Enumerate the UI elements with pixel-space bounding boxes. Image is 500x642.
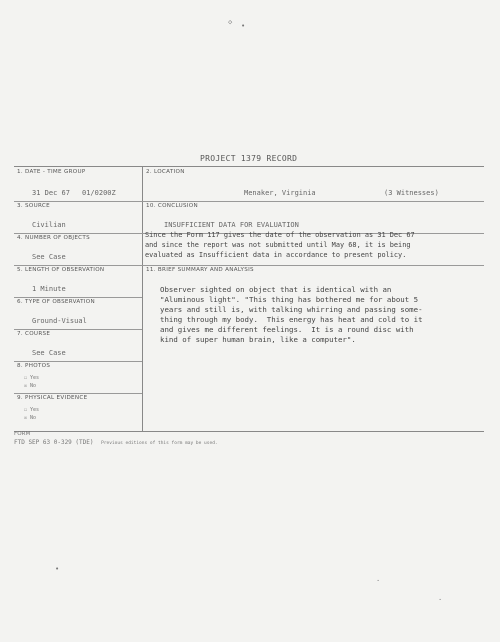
type-label: 6. TYPE OF OBSERVATION xyxy=(17,299,95,305)
conclusion-label: 10. CONCLUSION xyxy=(146,203,198,209)
objects-label: 4. NUMBER OF OBJECTS xyxy=(17,235,90,241)
date-time-label: 1. DATE - TIME GROUP xyxy=(17,169,86,175)
length-label: 5. LENGTH OF OBSERVATION xyxy=(17,267,105,273)
length-value: 1 Minute xyxy=(32,285,66,293)
conclusion-value: INSUFFICIENT DATA FOR EVALUATION xyxy=(164,221,299,229)
form-note: Previous editions of this form may be used. xyxy=(101,441,218,446)
witnesses-value: (3 Witnesses) xyxy=(384,189,439,197)
summary-line: and gives me different feelings. It is a round disc with xyxy=(160,325,414,334)
row-divider xyxy=(14,393,142,394)
evidence-label: 9. PHYSICAL EVIDENCE xyxy=(17,395,88,401)
row-divider xyxy=(14,361,142,362)
conclusion-line: and since the report was not submitted until May 68, it is being xyxy=(145,241,411,249)
source-label: 3. SOURCE xyxy=(17,203,50,209)
summary-line: Observer sighted on object that is identical with an xyxy=(160,285,392,294)
scan-mark: • xyxy=(241,22,246,30)
record-title: PROJECT 1379 RECORD xyxy=(200,154,298,163)
summary-line: years and still is, with talking whirring and passing some- xyxy=(160,305,423,314)
summary-line: thing through my body. This energy has heat and cold to it xyxy=(160,315,423,324)
form-number: FTD SEP 63 0-329 (TDE) xyxy=(14,439,94,446)
photos-label: 8. PHOTOS xyxy=(17,363,51,369)
row-divider xyxy=(14,233,142,234)
location-label: 2. LOCATION xyxy=(146,169,185,175)
summary-label: 11. BRIEF SUMMARY AND ANALYSIS xyxy=(146,267,254,273)
summary-line: "Aluminous light". "This thing has bothered me for about 5 xyxy=(160,295,419,304)
scan-mark: · xyxy=(438,596,443,604)
time-value: 01/0200Z xyxy=(82,189,116,197)
row-divider xyxy=(142,201,484,202)
scan-mark: · xyxy=(376,577,381,585)
photos-yes: ☐ Yes xyxy=(24,375,40,381)
summary-line: kind of super human brain, like a computer". xyxy=(160,335,356,344)
row-divider xyxy=(14,297,142,298)
photos-no: ☒ No xyxy=(24,383,37,389)
scan-mark: ◇ xyxy=(228,18,233,26)
row-divider xyxy=(14,329,142,330)
scan-mark: • xyxy=(55,565,60,573)
form-number-line xyxy=(14,439,218,446)
record-form xyxy=(14,166,484,432)
objects-value: See Case xyxy=(32,253,66,261)
row-divider xyxy=(14,265,484,266)
conclusion-line: evaluated as Insufficient data in accordance to present policy. xyxy=(145,251,407,259)
column-divider xyxy=(142,167,143,431)
location-value: Menaker, Virginia xyxy=(244,189,316,197)
course-value: See Case xyxy=(32,349,66,357)
row-divider xyxy=(14,201,142,202)
date-value: 31 Dec 67 xyxy=(32,189,70,197)
type-value: Ground-Visual xyxy=(32,317,87,325)
course-label: 7. COURSE xyxy=(17,331,51,337)
evidence-yes: ☐ Yes xyxy=(24,407,40,413)
evidence-no: ☒ No xyxy=(24,415,37,421)
conclusion-line: Since the Form 117 gives the date of the observation as 31 Dec 67 xyxy=(145,231,415,239)
source-value: Civilian xyxy=(32,221,66,229)
form-label: FORM xyxy=(14,431,31,437)
